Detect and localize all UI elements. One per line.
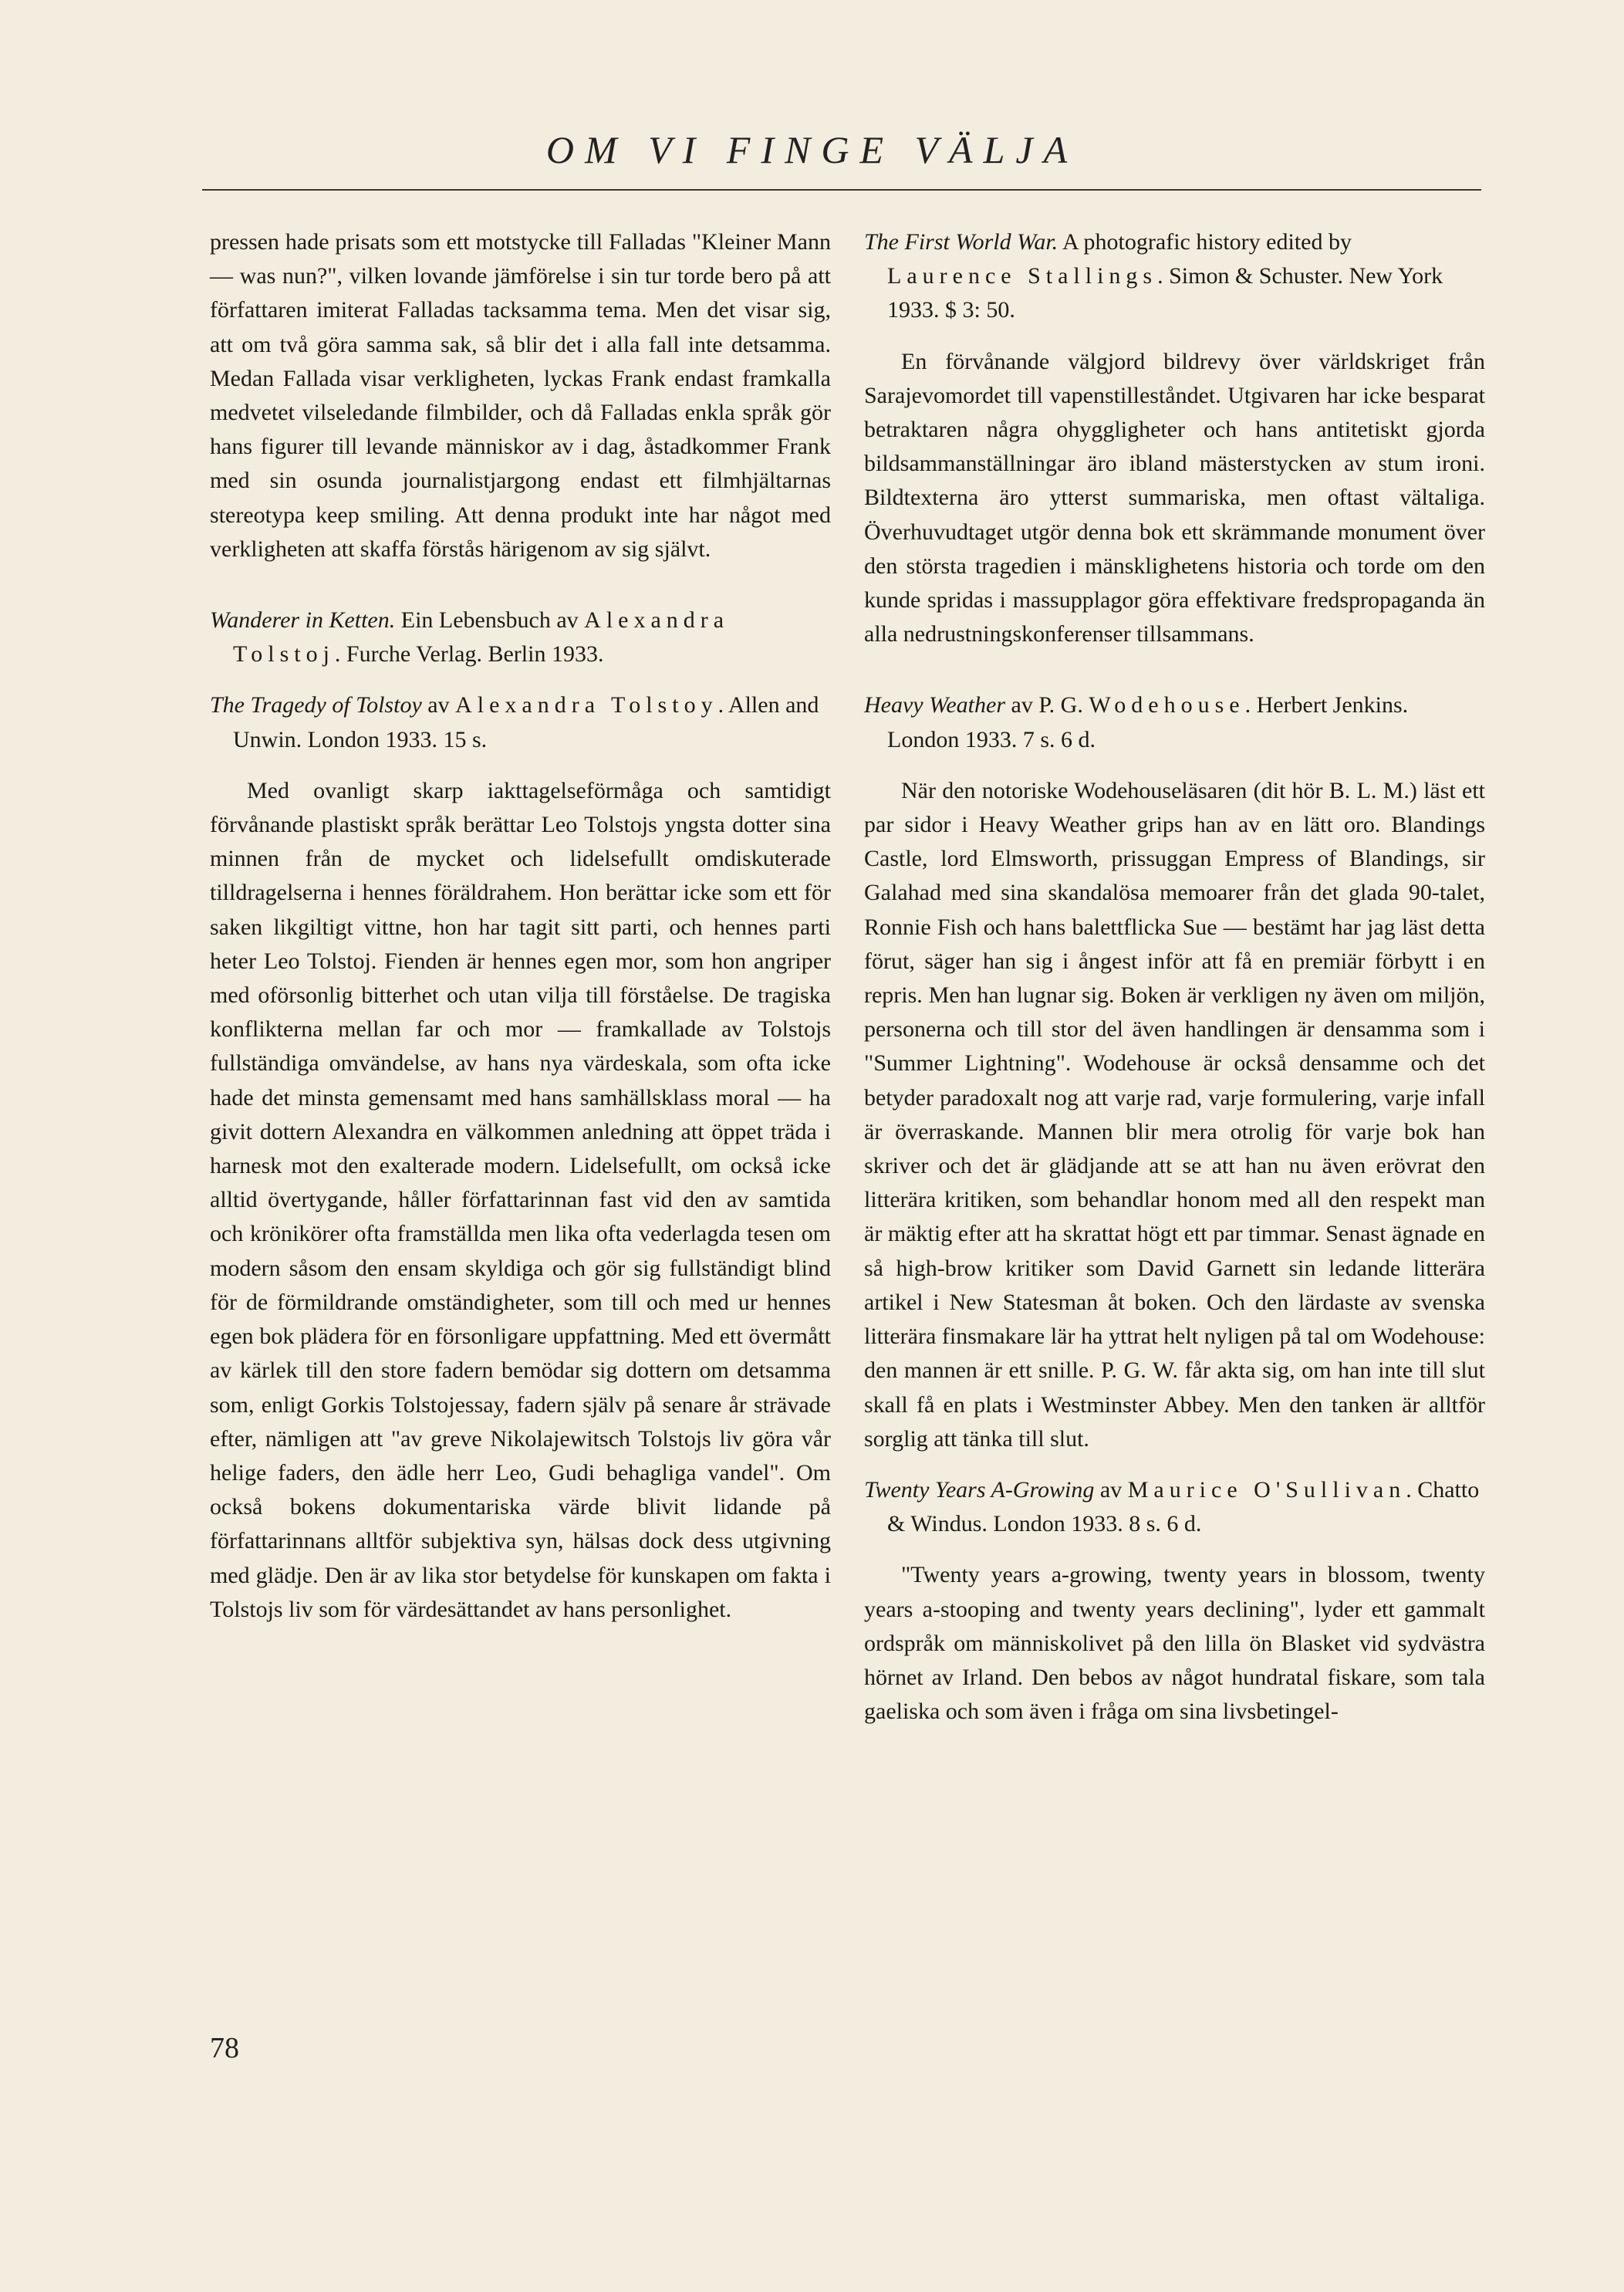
entry-gap bbox=[864, 328, 1485, 345]
book-title: Heavy Weather bbox=[864, 692, 1005, 718]
book-title: Twenty Years A-Growing bbox=[864, 1476, 1095, 1503]
book-title: Wanderer in Ketten. bbox=[210, 607, 396, 634]
review-body: En förvånande välgjord bildrevy över världskriget från Sarajevomordet till vapenstilleståndet. Utgivaren har icke besparat betraktaren några ohyggligheter och hans antitetiskt gjorda bildsammanställningar äro ibland mästerstycken av stum ironi. Bildtexterna äro ytterst summariska, men oftast vältaliga. Överhuvudtaget utgör denna bok ett skrämmande monument över den största tragedien i mänsklighetens historia och torde om den kunde spridas i massupplagor göra effektivare fredspropaganda än alla nedrustningskonferenser tillsammans. bbox=[864, 348, 1485, 647]
running-header: OM VI FINGE VÄLJA bbox=[545, 128, 1079, 171]
publisher-info: . Herbert Jenkins. London 1933. 7 s. 6 d. bbox=[887, 692, 1409, 752]
entry-text: A photografic history edited by bbox=[1062, 229, 1352, 255]
book-title: The Tragedy of Tolstoy bbox=[210, 692, 422, 718]
right-column bbox=[864, 225, 1485, 1729]
left-column bbox=[210, 225, 831, 1627]
review-body: "Twenty years a-growing, twenty years in blossom, twenty years a-stooping and twenty years declining", lyder ett gammalt ordspråk om människolivet på den lilla ön Blasket vid sydvästra hörnet av Irland. Den bebos av något hundratal fiskare, som tala gaeliska och som även i fråga om sina livsbetingel- bbox=[864, 1562, 1485, 1725]
review-body: När den notoriske Wodehouseläsaren (dit hör B. L. M.) läst ett par sidor i Heavy Weather grips han av en lätt oro. Blandings Castle, lord Elmsworth, prissuggan Empress of Blandings, sir Galahad med sina skandalösa memoarer från det glada 90-talet, Ronnie Fish och hans balettflicka Sue — bestämt har jag läst detta förut, säger han sig i ångest inför att få en premiär förbytt i en repris. Men han lugnar sig. Boken är verkligen ny även om miljön, personerna och till stor del även handlingen är densamma som i "Summer Lightning". Wodehouse är också densamme och det betyder paradoxalt nog att varje rad, varje formulering, varje infall är överraskande. Mannen blir mera otrolig för varje bok han skriver och det är glädjande att se att han nu även erövrat den litterära kritiken, som behandlar honom med all den respekt man är mäktig efter att ha skrattat högt ett par timmar. Senast ägnade en så high-brow kritiker som David Garnett sin ledande litterära artikel i New Statesman åt boken. Och den lärdaste av svenska litterära finsmakare lär ha yttrat helt nyligen på tal om Wodehouse: den mannen är ett snille. P. G. W. får akta sig, om han inte till slut skall få en plats i Westminster Abbey. Men den tanken är alltför sorglig att tänka till slut. bbox=[864, 777, 1485, 1452]
book-author: Maurice O'Sullivan bbox=[1127, 1476, 1406, 1503]
book-author: Alexandra Tolstoy bbox=[455, 692, 718, 718]
continued-review-text: pressen hade prisats som ett motstycke till Falladas "Kleiner Mann — was nun?", vilken lovande jämförelse i sin tur torde bero på att författaren imiterat Falladas tacksamma tema. Men det visar sig, att om två göra samma sak, så blir det i alla fall inte detsamma. Medan Fallada visar verkligheten, lyckas Frank endast framkalla medvetet vilseledande filmbilder, och då Falladas enkla språk gör hans figurer till levande människor av i dag, åstadkommer Frank med sin osunda journalistjargong endast ett filmhjältarnas stereotypa keep smiling. Att denna produkt inte har något med verkligheten att skaffa förstås härigenom av sig självt. bbox=[210, 229, 831, 562]
entry-text: av bbox=[427, 692, 450, 718]
entry-text: Ein Lebensbuch av bbox=[400, 607, 579, 634]
publisher-info: . Chatto & Windus. London 1933. 8 s. 6 d. bbox=[887, 1476, 1480, 1537]
bibliographic-entry bbox=[864, 225, 1485, 328]
header-rule bbox=[202, 189, 1481, 191]
book-author: Laurence Stallings bbox=[887, 263, 1158, 289]
entry-gap bbox=[864, 1541, 1485, 1558]
publisher-info: . Furche Verlag. Berlin 1933. bbox=[334, 641, 604, 668]
bibliographic-entry bbox=[864, 688, 1485, 756]
bibliographic-entry bbox=[210, 688, 831, 756]
book-author: Wodehouse bbox=[1089, 692, 1245, 718]
page-number: 78 bbox=[210, 2032, 239, 2064]
section-gap bbox=[864, 1456, 1485, 1473]
entry-text: av P. G. bbox=[1011, 692, 1083, 718]
book-author: Alexandra Tolstoj bbox=[233, 607, 730, 668]
entry-gap bbox=[864, 757, 1485, 774]
entry-gap bbox=[210, 671, 831, 688]
review-body: Med ovanligt skarp iakttagelseförmåga och samtidigt förvånande plastiskt språk berättar Leo Tolstojs yngsta dotter sina minnen från de mycket och lidelsefullt omdiskuterade tilldragelserna i hennes föräldrahem. Hon berättar icke som ett för saken likgiltigt vittne, hon har tagit sitt parti, och hennes parti heter Leo Tolstoj. Fienden är hennes egen mor, som hon angriper med oförsonlig bitterhet och utan vilja till förståelse. De tragiska konflikterna mellan far och mor — framkallade av Tolstojs fullständiga omvändelse, av hans nya värdeskala, som ofta icke hade det minsta gemensamt med hans samhällsklass moral — ha givit dottern Alexandra en välkommen anledning att öppet träda i harnesk mot den exalterade modern. Lidelsefullt, om också icke alltid övertygande, håller författarinnan fast vid den av samtida och krönikörer ofta framställda men lika ofta vederlagda tesen om modern såsom den ensam skyldiga och gör sig fullständigt blind för de förmildrande omständigheter, som till och med ur hennes egen bok plädera för en försonligare uppfattning. Med ett övermått av kärlek till den store fadern bemödar sig dottern om detsamma som, enligt Gorkis Tolstojessay, fadern själv på senare år strävade efter, nämligen att "av greve Nikolajewitsch Tolstojs liv göra vår helige faders, den ädle herr Leo, Gudi behagliga vandel". Om också bokens dokumentariska värde blivit lidande på författarinnans alltför subjektiva syn, hälsas dock dess utgivning med glädje. Den är av lika stor betydelse för kunskapen om fakta i Tolstojs liv som för värdesättandet av hans personlighet. bbox=[210, 777, 831, 1622]
book-title: The First World War. bbox=[864, 229, 1058, 255]
entry-text: av bbox=[1099, 1476, 1123, 1503]
section-gap bbox=[864, 651, 1485, 688]
bibliographic-entry bbox=[864, 1473, 1485, 1541]
publisher-info: . Allen and Unwin. London 1933. 15 s. bbox=[233, 692, 819, 752]
section-gap bbox=[210, 566, 831, 603]
entry-gap bbox=[210, 757, 831, 774]
publisher-info: . Simon & Schuster. New York 1933. $ 3: 50. bbox=[887, 263, 1443, 323]
bibliographic-entry bbox=[210, 603, 831, 671]
